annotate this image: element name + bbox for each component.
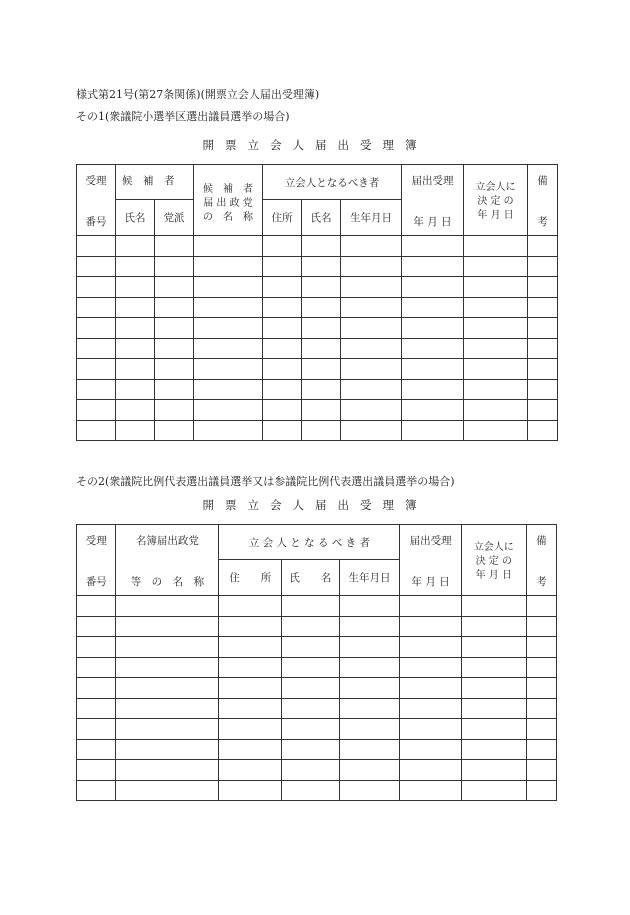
table-cell[interactable] <box>402 318 464 339</box>
filing-date-header-top: 届出受理 <box>402 165 464 200</box>
table-cell[interactable] <box>339 760 400 781</box>
candidate-header: 候 補 者 <box>116 165 194 200</box>
part2-title: 開票立会人届出受理簿 <box>202 498 428 512</box>
table-cell[interactable] <box>116 420 155 441</box>
table-cell[interactable] <box>263 277 302 298</box>
table-row <box>77 338 558 359</box>
table-cell[interactable] <box>464 236 528 257</box>
table-cell[interactable] <box>302 236 341 257</box>
table-cell[interactable] <box>77 256 116 277</box>
table-cell[interactable] <box>526 719 556 740</box>
table-cell[interactable] <box>282 698 340 719</box>
table-cell[interactable] <box>219 760 282 781</box>
table-cell[interactable] <box>116 256 155 277</box>
table-cell[interactable] <box>219 616 282 637</box>
table-cell[interactable] <box>464 400 528 421</box>
table-cell[interactable] <box>464 379 528 400</box>
table-cell[interactable] <box>263 400 302 421</box>
table-cell[interactable] <box>302 318 341 339</box>
table-cell[interactable] <box>464 318 528 339</box>
table-cell[interactable] <box>526 678 556 699</box>
table-cell[interactable] <box>400 760 462 781</box>
table-cell[interactable] <box>263 359 302 380</box>
table-cell[interactable] <box>116 596 219 617</box>
table-cell[interactable] <box>528 379 558 400</box>
decision-header-line1: 立会人に <box>473 542 514 553</box>
table-cell[interactable] <box>155 236 194 257</box>
table-cell[interactable] <box>77 616 116 637</box>
table-cell[interactable] <box>339 719 400 740</box>
part2-heading: その2(衆議院比例代表選出議員選挙又は参議院比例代表選出議員選挙の場合) <box>76 475 455 488</box>
table-cell[interactable] <box>155 420 194 441</box>
table-cell[interactable] <box>400 678 462 699</box>
table-row <box>77 698 557 719</box>
table-row <box>77 400 558 421</box>
table-cell[interactable] <box>526 739 556 760</box>
table-cell[interactable] <box>219 596 282 617</box>
table-cell[interactable] <box>341 400 402 421</box>
table-cell[interactable] <box>155 379 194 400</box>
table-cell[interactable] <box>263 236 302 257</box>
table-cell[interactable] <box>116 359 155 380</box>
table-row <box>77 678 557 699</box>
table-cell[interactable] <box>464 420 528 441</box>
table-cell[interactable] <box>526 596 556 617</box>
table-cell[interactable] <box>155 400 194 421</box>
table-cell[interactable] <box>341 256 402 277</box>
nominating-party-header <box>194 165 263 236</box>
table-cell[interactable] <box>302 400 341 421</box>
table-cell[interactable] <box>402 236 464 257</box>
table-cell[interactable] <box>400 637 462 658</box>
witness-address-header: 住所 <box>263 200 302 236</box>
table-cell[interactable] <box>116 657 219 678</box>
table-row <box>77 277 558 298</box>
table-cell[interactable] <box>339 678 400 699</box>
candidate-party-header: 党派 <box>155 200 194 236</box>
table-cell[interactable] <box>302 297 341 318</box>
table-cell[interactable] <box>219 698 282 719</box>
party-header-line3: の 名 称 <box>203 212 253 223</box>
table-cell[interactable] <box>116 637 219 658</box>
table-cell[interactable] <box>341 420 402 441</box>
table-cell[interactable] <box>400 698 462 719</box>
table-cell[interactable] <box>282 596 340 617</box>
table-cell[interactable] <box>302 277 341 298</box>
register-table-1-body <box>77 236 558 441</box>
list-party-header-top: 名簿届出政党 <box>116 525 219 560</box>
decision-date-header <box>461 525 526 596</box>
table-cell[interactable] <box>155 338 194 359</box>
filing-date-header-bottom: 年 月 日 <box>400 560 462 596</box>
table-cell[interactable] <box>77 359 116 380</box>
remarks-header-bottom: 考 <box>526 560 556 596</box>
table-cell[interactable] <box>461 698 526 719</box>
table-cell[interactable] <box>339 698 400 719</box>
table-cell[interactable] <box>464 277 528 298</box>
table-cell[interactable] <box>116 698 219 719</box>
table-cell[interactable] <box>528 400 558 421</box>
table-cell[interactable] <box>77 297 116 318</box>
table-cell[interactable] <box>402 256 464 277</box>
witness-dob-header: 生年月日 <box>341 200 402 236</box>
table-cell[interactable] <box>528 420 558 441</box>
table-cell[interactable] <box>77 236 116 257</box>
table-cell[interactable] <box>155 359 194 380</box>
table-cell[interactable] <box>528 297 558 318</box>
filing-date-header-top: 届出受理 <box>400 525 462 560</box>
table-cell[interactable] <box>194 256 263 277</box>
witness-name-header: 氏名 <box>302 200 341 236</box>
table-cell[interactable] <box>464 338 528 359</box>
table-cell[interactable] <box>461 760 526 781</box>
table-cell[interactable] <box>77 698 116 719</box>
table-cell[interactable] <box>194 400 263 421</box>
table-cell[interactable] <box>282 616 340 637</box>
party-header-line2: 届 出 政 党 <box>203 198 253 209</box>
table-cell[interactable] <box>339 616 400 637</box>
table-cell[interactable] <box>528 277 558 298</box>
table-cell[interactable] <box>77 338 116 359</box>
table-cell[interactable] <box>461 657 526 678</box>
table-row <box>77 616 557 637</box>
table-cell[interactable] <box>302 359 341 380</box>
table-cell[interactable] <box>402 420 464 441</box>
table-cell[interactable] <box>263 338 302 359</box>
table-cell[interactable] <box>461 637 526 658</box>
witness-header: 立会人となるべき者 <box>263 165 402 200</box>
table-cell[interactable] <box>282 678 340 699</box>
table-cell[interactable] <box>526 616 556 637</box>
table-cell[interactable] <box>77 678 116 699</box>
table-cell[interactable] <box>263 379 302 400</box>
table-cell[interactable] <box>400 739 462 760</box>
table-cell[interactable] <box>194 359 263 380</box>
table-cell[interactable] <box>341 379 402 400</box>
table-cell[interactable] <box>302 338 341 359</box>
table-row <box>77 420 558 441</box>
table-cell[interactable] <box>464 297 528 318</box>
table-row <box>77 760 557 781</box>
table-cell[interactable] <box>341 359 402 380</box>
table-row <box>77 739 557 760</box>
table-cell[interactable] <box>400 596 462 617</box>
receipt-number-header-bottom: 番号 <box>77 560 116 596</box>
table-cell[interactable] <box>116 739 219 760</box>
table-cell[interactable] <box>282 780 340 801</box>
table-row <box>77 359 558 380</box>
witness-header: 立 会 人 と な る べ き 者 <box>219 525 400 560</box>
table-cell[interactable] <box>402 297 464 318</box>
table-cell[interactable] <box>341 277 402 298</box>
decision-header-line2: 決 定 の <box>475 556 512 567</box>
table-cell[interactable] <box>341 236 402 257</box>
table-cell[interactable] <box>116 277 155 298</box>
table-cell[interactable] <box>528 256 558 277</box>
table-row <box>77 236 558 257</box>
table-cell[interactable] <box>400 780 462 801</box>
table-cell[interactable] <box>116 400 155 421</box>
table-row <box>77 318 558 339</box>
table-cell[interactable] <box>400 657 462 678</box>
table-row <box>77 637 557 658</box>
table-cell[interactable] <box>116 338 155 359</box>
witness-address-header: 住 所 <box>219 560 282 596</box>
remarks-header-top: 備 <box>526 525 556 560</box>
table-row <box>77 596 557 617</box>
table-cell[interactable] <box>528 359 558 380</box>
table-cell[interactable] <box>461 780 526 801</box>
table-cell[interactable] <box>77 719 116 740</box>
table-cell[interactable] <box>302 420 341 441</box>
table-cell[interactable] <box>116 236 155 257</box>
table-cell[interactable] <box>263 256 302 277</box>
table-cell[interactable] <box>528 318 558 339</box>
table-cell[interactable] <box>341 318 402 339</box>
table-cell[interactable] <box>339 657 400 678</box>
table-cell[interactable] <box>219 637 282 658</box>
table-cell[interactable] <box>116 780 219 801</box>
table-cell[interactable] <box>263 420 302 441</box>
table-cell[interactable] <box>302 256 341 277</box>
witness-name-header: 氏 名 <box>282 560 340 596</box>
table-row <box>77 256 558 277</box>
table-row <box>77 657 557 678</box>
table-cell[interactable] <box>526 657 556 678</box>
table-cell[interactable] <box>339 780 400 801</box>
table-cell[interactable] <box>116 616 219 637</box>
receipt-number-header-bottom: 番号 <box>77 200 116 236</box>
table-cell[interactable] <box>341 338 402 359</box>
table-cell[interactable] <box>263 318 302 339</box>
table-cell[interactable] <box>77 400 116 421</box>
table-cell[interactable] <box>461 678 526 699</box>
table-cell[interactable] <box>282 760 340 781</box>
table-cell[interactable] <box>155 318 194 339</box>
table-cell[interactable] <box>77 596 116 617</box>
table-cell[interactable] <box>155 297 194 318</box>
remarks-header-top: 備 <box>528 165 558 200</box>
receipt-number-header-top: 受理 <box>77 525 116 560</box>
remarks-header-bottom: 考 <box>528 200 558 236</box>
table-cell[interactable] <box>219 719 282 740</box>
table-cell[interactable] <box>219 739 282 760</box>
table-row <box>77 379 558 400</box>
table-cell[interactable] <box>464 359 528 380</box>
table-cell[interactable] <box>194 318 263 339</box>
table-cell[interactable] <box>194 420 263 441</box>
table-cell[interactable] <box>77 657 116 678</box>
part1-heading: その1(衆議院小選挙区選出議員選挙の場合) <box>76 110 290 123</box>
table-cell[interactable] <box>464 256 528 277</box>
table-cell[interactable] <box>116 379 155 400</box>
table-cell[interactable] <box>116 318 155 339</box>
table-cell[interactable] <box>339 739 400 760</box>
party-header-line1: 候 補 者 <box>203 184 253 195</box>
table-cell[interactable] <box>402 400 464 421</box>
table-cell[interactable] <box>461 616 526 637</box>
table-cell[interactable] <box>77 420 116 441</box>
table-cell[interactable] <box>402 379 464 400</box>
table-cell[interactable] <box>526 698 556 719</box>
witness-dob-header: 生年月日 <box>339 560 400 596</box>
table-cell[interactable] <box>219 780 282 801</box>
register-table-1 <box>76 164 558 441</box>
decision-header-line3: 年 月 日 <box>475 570 512 581</box>
decision-header-line1: 立会人に <box>475 182 516 193</box>
table-cell[interactable] <box>194 379 263 400</box>
part1-title: 開票立会人届出受理簿 <box>202 138 428 152</box>
table-row <box>77 780 557 801</box>
candidate-name-header: 氏名 <box>116 200 155 236</box>
table-cell[interactable] <box>528 338 558 359</box>
table-cell[interactable] <box>282 657 340 678</box>
table-cell[interactable] <box>402 277 464 298</box>
decision-header-line2: 決 定 の <box>477 196 514 207</box>
register-table-2-body <box>77 596 557 801</box>
list-party-header-bottom: 等 の 名 称 <box>116 560 219 596</box>
table-cell[interactable] <box>526 760 556 781</box>
table-cell[interactable] <box>263 297 302 318</box>
table-row <box>77 719 557 740</box>
table-cell[interactable] <box>116 297 155 318</box>
table-cell[interactable] <box>339 637 400 658</box>
table-cell[interactable] <box>155 256 194 277</box>
table-cell[interactable] <box>77 637 116 658</box>
table-cell[interactable] <box>77 739 116 760</box>
table-cell[interactable] <box>461 596 526 617</box>
table-cell[interactable] <box>402 359 464 380</box>
table-cell[interactable] <box>194 236 263 257</box>
table-cell[interactable] <box>282 739 340 760</box>
receipt-number-header-top: 受理 <box>77 165 116 200</box>
table-cell[interactable] <box>526 637 556 658</box>
table-cell[interactable] <box>155 277 194 298</box>
table-cell[interactable] <box>219 657 282 678</box>
table-cell[interactable] <box>461 739 526 760</box>
table-cell[interactable] <box>461 719 526 740</box>
table-cell[interactable] <box>194 277 263 298</box>
table-cell[interactable] <box>400 719 462 740</box>
table-cell[interactable] <box>116 678 219 699</box>
table-cell[interactable] <box>341 297 402 318</box>
table-cell[interactable] <box>526 780 556 801</box>
table-cell[interactable] <box>77 318 116 339</box>
register-table-2 <box>76 524 557 801</box>
decision-header-line3: 年 月 日 <box>477 210 514 221</box>
table-cell[interactable] <box>194 338 263 359</box>
table-cell[interactable] <box>400 616 462 637</box>
table-cell[interactable] <box>282 719 340 740</box>
table-cell[interactable] <box>77 379 116 400</box>
table-cell[interactable] <box>339 596 400 617</box>
table-cell[interactable] <box>302 379 341 400</box>
table-cell[interactable] <box>77 760 116 781</box>
table-cell[interactable] <box>194 297 263 318</box>
table-row <box>77 297 558 318</box>
table-cell[interactable] <box>77 780 116 801</box>
table-cell[interactable] <box>116 719 219 740</box>
table-cell[interactable] <box>528 236 558 257</box>
filing-date-header-bottom: 年 月 日 <box>402 200 464 236</box>
table-cell[interactable] <box>116 760 219 781</box>
table-cell[interactable] <box>402 338 464 359</box>
table-cell[interactable] <box>77 277 116 298</box>
form-number-line: 様式第21号(第27条関係)(開票立会人届出受理簿) <box>76 88 320 101</box>
table-cell[interactable] <box>219 678 282 699</box>
table-cell[interactable] <box>282 637 340 658</box>
decision-date-header <box>464 165 528 236</box>
